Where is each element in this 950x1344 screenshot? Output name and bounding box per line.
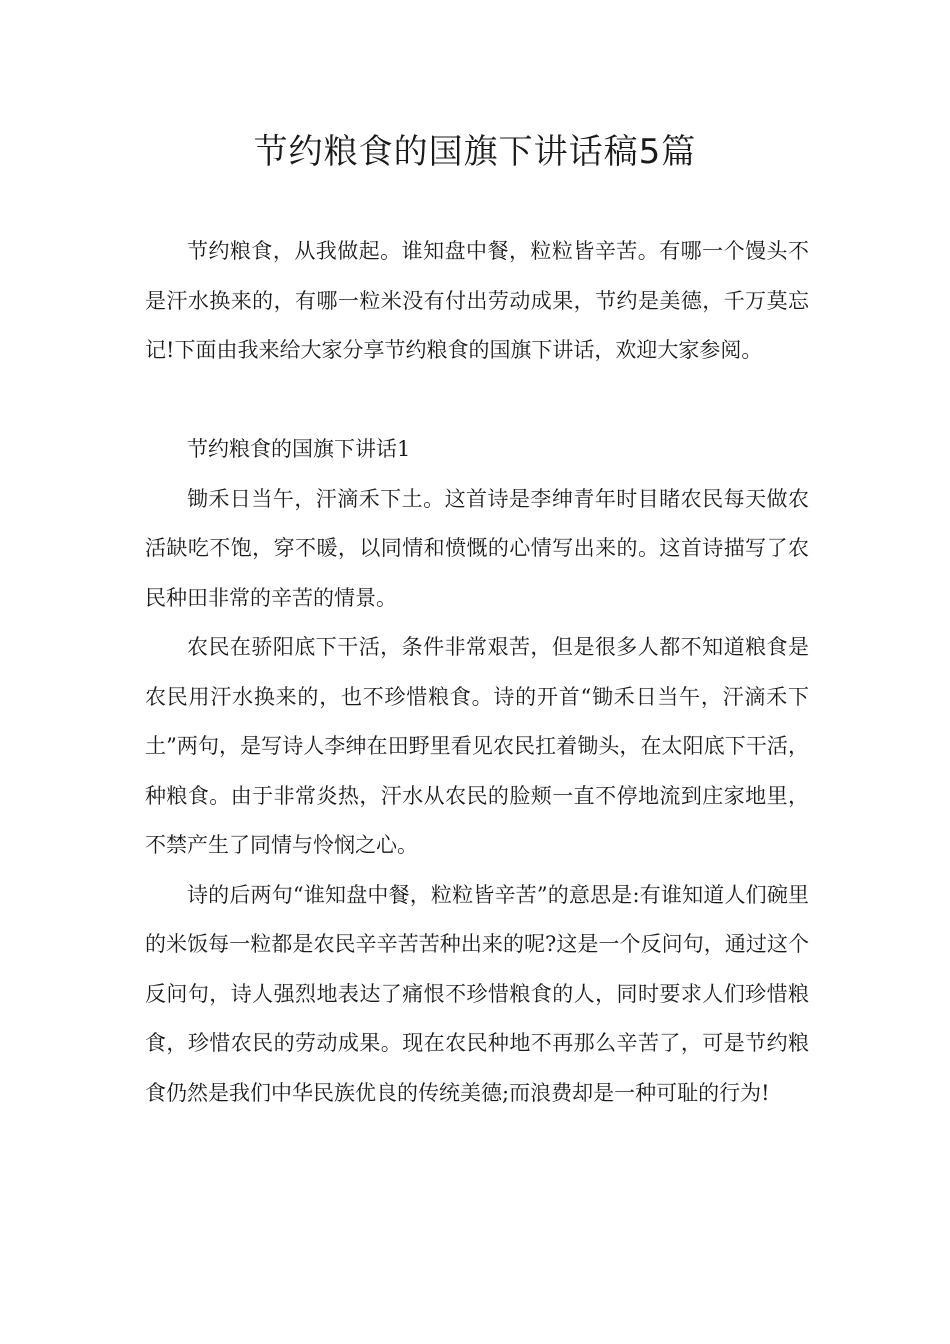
document-body — [145, 227, 809, 1118]
section-heading: 节约粮食的国旗下讲话1 — [187, 437, 411, 461]
intro-paragraph: 节约粮食，从我做起。谁知盘中餐，粒粒皆辛苦。有哪一个馒头不是汗水换来的，有哪一粒米没有付出劳动成果，节约是美德，千万莫忘记!下面由我来给大家分享节约粮食的国旗下讲话，欢迎大家参阅。 — [145, 239, 809, 362]
body-paragraph: 锄禾日当午，汗滴禾下土。这首诗是李绅青年时目睹农民每天做农活缺吃不饱，穿不暖，以同情和愤慨的心情写出来的。这首诗描写了农民种田非常的辛苦的情景。 — [145, 486, 809, 610]
section-gap — [145, 376, 809, 426]
body-paragraph: 农民在骄阳底下干活，条件非常艰苦，但是很多人都不知道粮食是农民用汗水换来的，也不珍惜粮食。诗的开首“锄禾日当午，汗滴禾下土”两句，是写诗人李绅在田野里看见农民扛着锄头，在太阳底下干活，种粮食。由于非常炎热，汗水从农民的脸颊一直不停地流到庄家地里，不禁产生了同情与怜悯之心。 — [145, 635, 809, 857]
document-title: 节约粮食的国旗下讲话稿5篇 — [253, 132, 697, 172]
body-paragraph: 诗的后两句“谁知盘中餐，粒粒皆辛苦”的意思是:有谁知道人们碗里的米饭每一粒都是农民辛辛苦苦种出来的呢?这是一个反问句，通过这个反问句，诗人强烈地表达了痛恨不珍惜粮食的人，同时要求人们珍惜粮食，珍惜农民的劳动成果。现在农民种地不再那么辛苦了，可是节约粮食仍然是我们中华民族优良的传统美德;而浪费却是一种可耻的行为! — [145, 882, 809, 1105]
